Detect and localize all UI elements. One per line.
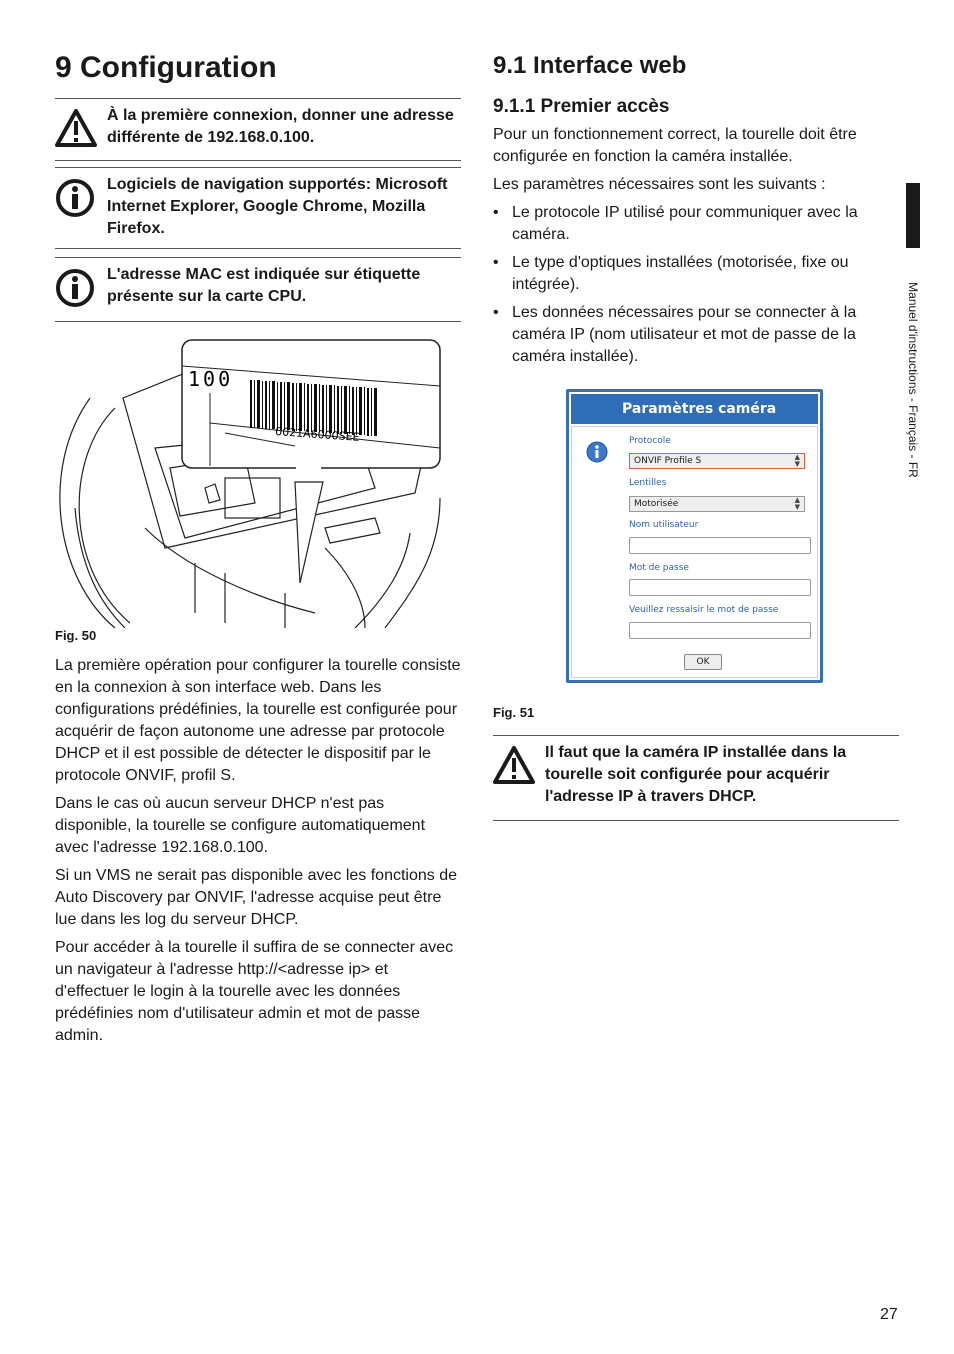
lens-value: Motorisée [634,499,679,509]
password-input[interactable] [629,579,811,596]
paragraph: Si un VMS ne serait pas disponible avec les fonctions de Auto Discovery par ONVIF, l'adresse acquise peut être lue dans les log du serveur DHCP. [55,867,458,928]
page-number: 27 [880,1306,898,1323]
info-note-mac [55,257,461,322]
params-list [493,202,899,368]
info-icon [55,174,107,223]
side-tab-text: Manuel d'instructions - Français - FR [906,282,920,478]
confirm-password-input[interactable] [629,622,811,639]
list-item: • Le type d'optiques installées (motorisée, fixe ou intégrée). [493,252,899,296]
lens-label: Lentilles [629,478,667,488]
password-label: Mot de passe [629,563,689,573]
side-tab-marker [906,183,920,248]
intro-text: Pour un fonctionnement correct, la tourelle doit être configurée en fonction la caméra installée. [493,126,857,165]
right-column [493,50,899,374]
warning-icon [493,742,545,789]
warning-note [55,98,461,161]
select-arrows-icon: ▲ ▼ [794,453,800,468]
note-text: Logiciels de navigation supportés: Microsoft Internet Explorer, Google Chrome, Mozilla Firefox. [107,176,448,237]
warning-icon [55,105,107,152]
ok-button[interactable]: OK [684,654,722,670]
dialog-body [571,426,818,678]
note-text: Il faut que la caméra IP installée dans la tourelle soit configurée pour acquérir l'adresse IP à travers DHCP. [545,744,847,805]
username-label: Nom utilisateur [629,520,699,530]
confirm-password-label: Veuillez ressaisir le mot de passe [629,605,779,615]
info-note-browsers [55,167,461,249]
protocol-select[interactable] [629,453,805,469]
dialog-title: Paramètres caméra [571,394,818,424]
figure-50 [55,338,461,628]
figure-50-label: Fig. 50 [55,628,97,643]
paragraph: La première opération pour configurer la tourelle consiste en la connexion à son interface web. Dans les configurations prédéfinies, la tourelle est configurée pour acquérir de façon autonome une adresse par protocole DHCP et il est possible de détecter le dispositif par le protocole ONVIF, profil S. [55,657,461,784]
figure-51-label: Fig. 51 [493,705,535,720]
lens-select[interactable] [629,496,805,512]
mac-address-text: 0021A6000SEE [274,425,360,444]
body-text [55,655,461,1047]
paragraph: Dans le cas où aucun serveur DHCP n'est pas disponible, la tourelle se configure automatiquement avec l'adresse 192.168.0.100. [55,795,426,856]
info-icon [55,264,107,313]
list-item: • Le protocole IP utilisé pour communiquer avec la caméra. [493,202,899,246]
camera-parameters-dialog [566,389,823,683]
info-icon [586,441,608,467]
warning-note-dhcp [493,735,899,821]
chapter-title: 9 Configuration [55,51,277,84]
username-input[interactable] [629,537,811,554]
list-item: • Les données nécessaires pour se connecter à la caméra IP (nom utilisateur et mot de passe de la caméra installée). [493,302,899,368]
note-text: À la première connexion, donner une adresse différente de 192.168.0.100. [107,107,454,146]
protocol-label: Protocole [629,436,671,446]
protocol-value: ONVIF Profile S [634,456,702,466]
select-arrows-icon: ▲ ▼ [794,496,800,511]
cpu-board-illustration [55,338,461,628]
left-column [55,50,461,1053]
section-title: 9.1 Interface web [493,52,687,79]
note-text: L'adresse MAC est indiquée sur étiquette présente sur la carte CPU. [107,266,421,305]
subsection-title: 9.1.1 Premier accès [493,96,670,117]
paragraph: Pour accéder à la tourelle il suffira de se connecter avec un navigateur à l'adresse http://<adresse ip> et d'effectuer le login à la tourelle avec les données prédéfinies nom d'utilisateur admin et mot de passe admin. [55,939,454,1044]
params-intro: Les paramètres nécessaires sont les suivants : [493,176,826,193]
label-code-text: 100 [188,367,234,391]
